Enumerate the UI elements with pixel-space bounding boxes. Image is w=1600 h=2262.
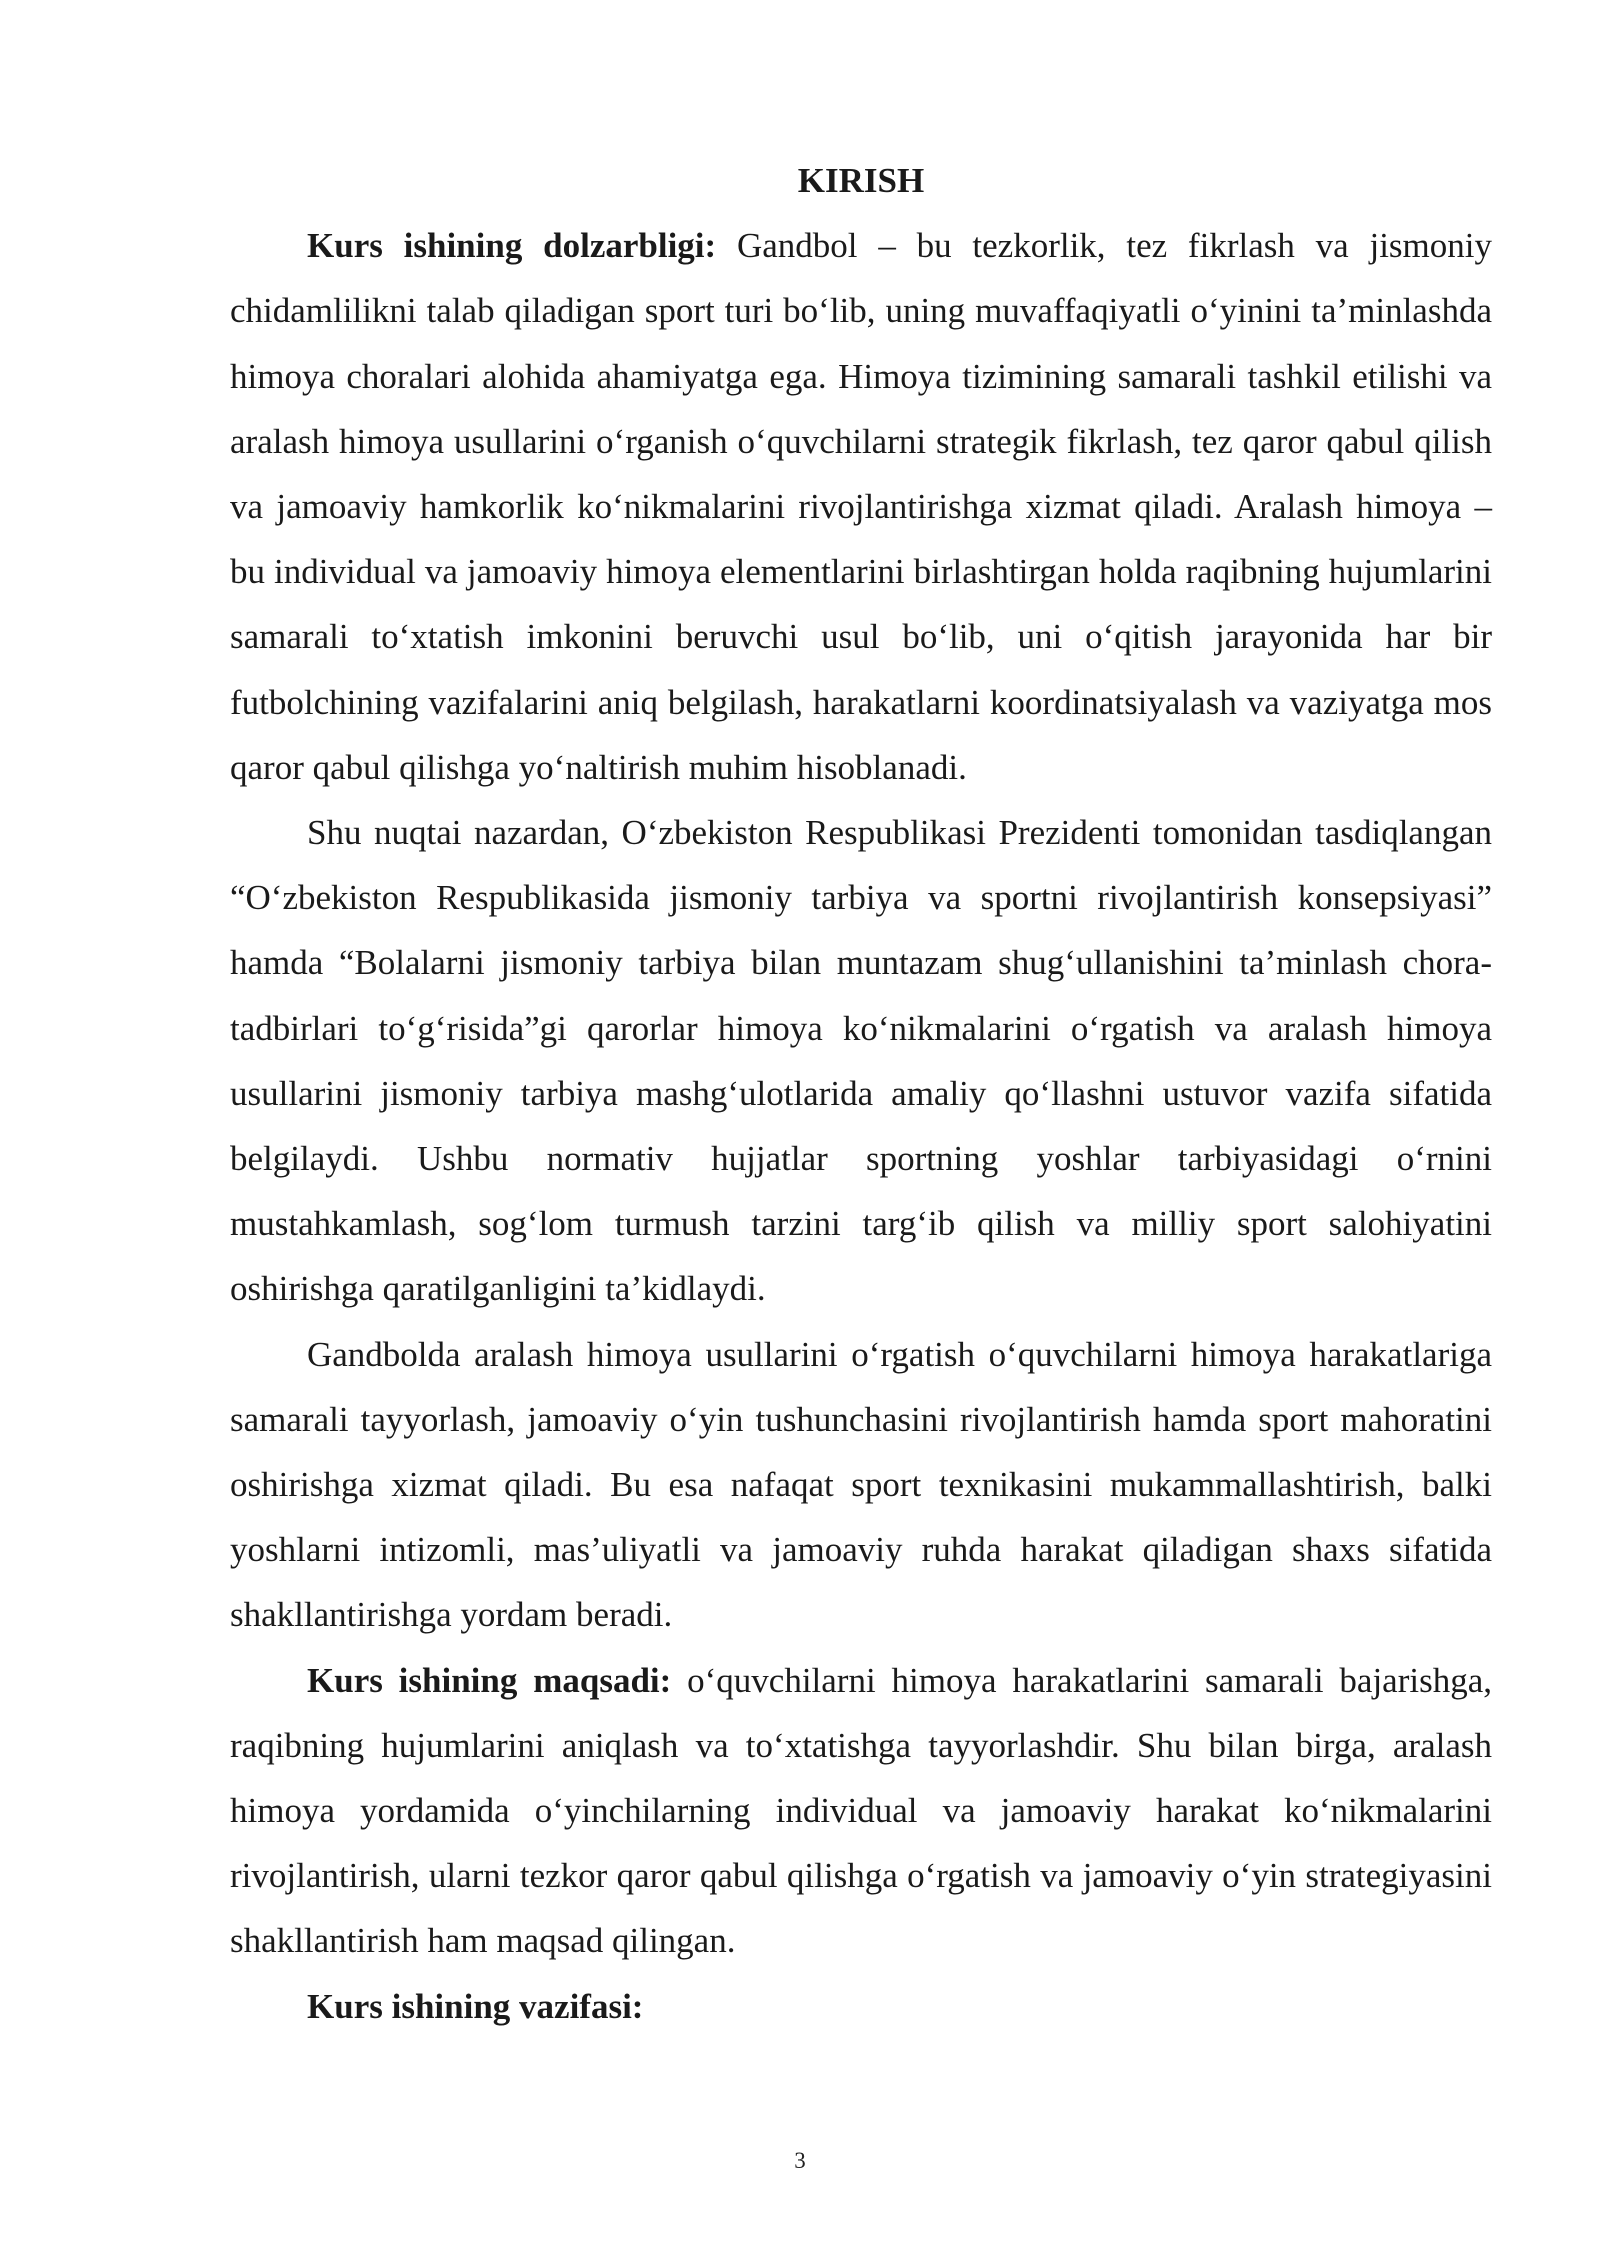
page-number: 3 — [794, 2148, 806, 2173]
page-content — [230, 148, 1492, 2039]
section-heading: KIRISH — [797, 161, 925, 200]
paragraph-lead: Kurs ishining maqsadi: — [307, 1660, 672, 1700]
paragraph-legal-basis — [230, 800, 1492, 1322]
paragraph-benefits — [230, 1322, 1492, 1648]
paragraph-goal — [230, 1648, 1492, 1974]
paragraph-text: Shu nuqtai nazardan, O‘zbekiston Respublikasi Prezidenti tomonidan tasdiqlangan “O‘zbekiston Respublikasida jismoniy tarbiya va sportni rivojlantirish konsepsiyasi” hamda “Bolalarni jismoniy tarbiya bilan muntazam shug‘ullanishini ta’minlash chora-tadbirlari to‘g‘risida”gi qarorlar himoya ko‘nikmalarini o‘rgatish va aralash himoya usullarini jismoniy tarbiya mashg‘ulotlarida amaliy qo‘llashni ustuvor vazifa sifatida belgilaydi. Ushbu normativ hujjatlar sportning yoshlar tarbiyasidagi o‘rnini mustahkamlash, sog‘lom turmush tarzini targ‘ib qilish va milliy sport salohiyatini oshirishga qaratilganligini ta’kidlaydi. — [230, 813, 1492, 1309]
paragraph-relevance — [230, 213, 1492, 800]
paragraph-text: o‘quvchilarni himoya harakatlarini samarali bajarishga, raqibning hujumlarini aniqlash va to‘xtatishga tayyorlashdir. Shu bilan birga, aralash himoya yordamida o‘yinchilarning individual va jamoaviy harakat ko‘nikmalarini rivojlantirish, ularni tezkor qaror qabul qilishga o‘rgatish va jamoaviy o‘yin strategiyasini shakllantirish ham maqsad qilingan. — [230, 1660, 1492, 1961]
paragraph-lead: Kurs ishining vazifasi: — [307, 1986, 644, 2026]
paragraph-tasks — [230, 1974, 1492, 2039]
paragraph-text: Gandbolda aralash himoya usullarini o‘rgatish o‘quvchilarni himoya harakatlariga samarali tayyorlash, jamoaviy o‘yin tushunchasini rivojlantirish hamda sport mahoratini oshirishga xizmat qiladi. Bu esa nafaqat sport texnikasini mukammallashtirish, balki yoshlarni intizomli, mas’uliyatli va jamoaviy ruhda harakat qiladigan shaxs sifatida shakllantirishga yordam beradi. — [230, 1334, 1492, 1635]
paragraph-lead: Kurs ishining dolzarbligi: — [307, 226, 717, 266]
paragraph-text: Gandbol – bu tezkorlik, tez fikrlash va jismoniy chidamlilikni talab qiladigan sport turi bo‘lib, uning muvaffaqiyatli o‘yinini ta’minlashda himoya choralari alohida ahamiyatga ega. Himoya tizimining samarali tashkil etilishi va aralash himoya usullarini o‘rganish o‘quvchilarni strategik fikrlash, tez qaror qabul qilish va jamoaviy hamkorlik ko‘nikmalarini rivojlantirishga xizmat qiladi. Aralash himoya – bu individual va jamoaviy himoya elementlarini birlashtirgan holda raqibning hujumlarini samarali to‘xtatish imkonini beruvchi usul bo‘lib, uni o‘qitish jarayonida har bir futbolchining vazifalarini aniq belgilash, harakatlarni koordinatsiyalash va vaziyatga mos qaror qabul qilishga yo‘naltirish muhim hisoblanadi. — [230, 226, 1492, 787]
